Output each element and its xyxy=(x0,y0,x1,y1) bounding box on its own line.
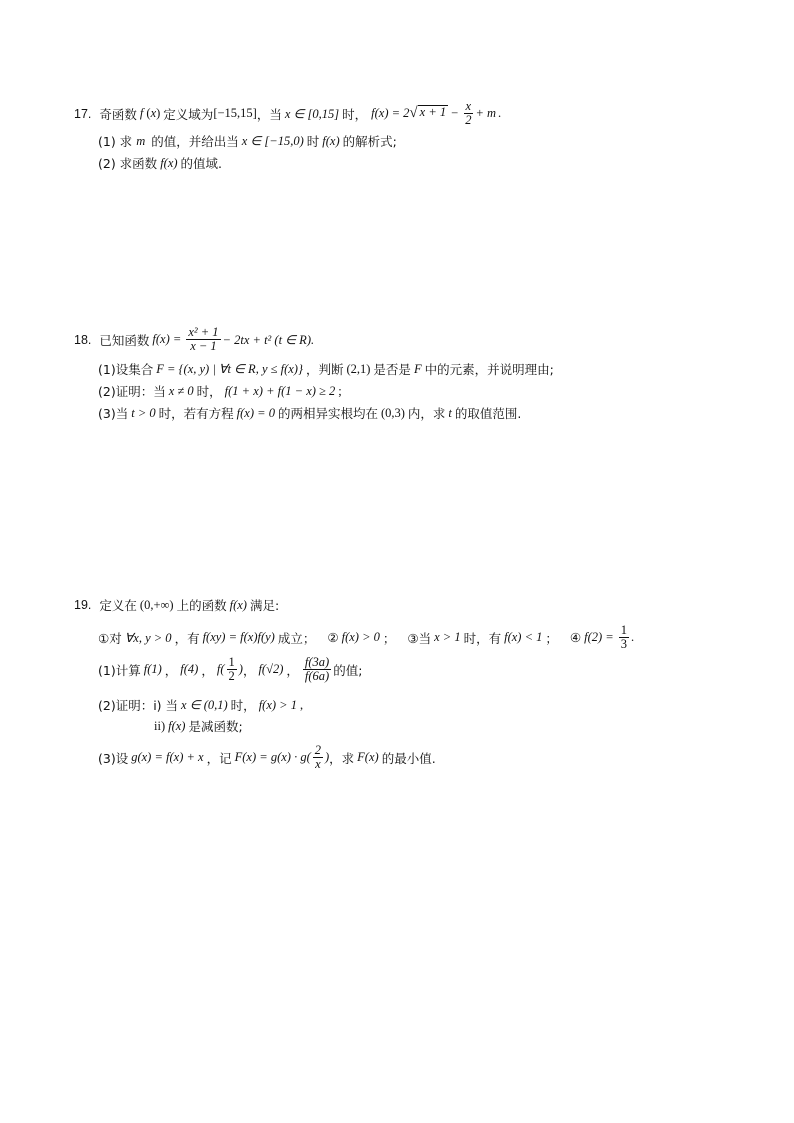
fraction: $\frac{1}{3}$ xyxy=(620,623,627,652)
problem-number: 17. xyxy=(74,106,92,121)
fraction: $\frac{f(3a)}{f(6a)}$ xyxy=(304,655,330,684)
problem-19-q2-ii: ii) f(x) 是减函数; xyxy=(154,718,243,734)
problem-19-q3: (3)设 g(x) = f(x) + x ，记 F(x) = g(x) · g( $\frac{2}{x}$ ) ，求 F(x) 的最小值. xyxy=(98,743,436,772)
problem-18-q3: (3)当 t > 0 时，若有方程 f(x) = 0 的两相异实根均在 (0,3) 内，求 t 的取值范围. xyxy=(98,405,522,421)
problem-19-stem: 19. 定义在 (0,+∞) 上的函数 f(x) 满足: xyxy=(74,597,280,613)
fraction: $\frac{x}{2}$ xyxy=(465,99,472,128)
problem-number: 19. xyxy=(74,598,92,612)
problem-19-q1: (1)计算 f(1) ， f(4) ， f( $\frac{1}{2}$ ) ， f(√2) ， $\frac{f(3a)}{f(6a)}$ 的值; xyxy=(98,655,363,684)
problem-19-q2: (2)证明：i) 当 x ∈ (0,1) 时， f(x) > 1 , xyxy=(98,697,304,713)
fraction: $\frac{2}{x}$ xyxy=(314,743,321,772)
fraction: $\frac{\text{x² + 1}}{x - 1}$ xyxy=(188,325,219,354)
problem-17-q2: (2) 求函数 f(x) 的值域. xyxy=(98,155,223,171)
problem-17-q1: (1) 求 m 的值，并给出当 x ∈ [−15,0) 时 f(x) 的解析式; xyxy=(98,133,397,149)
problem-number: 18. xyxy=(74,332,92,347)
problem-17-stem: 17. 奇函数 f ( x ) 定义域为 [−15,15] ，当 x ∈ [0,15] 时， f(x) = 2 √ x + 1 − $\frac{x}{2}$ + m . xyxy=(74,99,502,128)
problem-18-q2: (2)证明：当 x ≠ 0 时， f(1 + x) + f(1 − x) ≥ 2 ; xyxy=(98,383,342,399)
problem-19-conditions: ①对 ∀x, y > 0 ，有 f(xy) = f(x)f(y) 成立； ② f(x) > 0 ； ③当 x > 1 时，有 f(x) < 1 ； ④ f(2) = $\frac{1}{3}$ . xyxy=(98,623,635,652)
fraction: $\frac{1}{2}$ xyxy=(228,655,235,684)
problem-18-q1: (1)设集合 F = {(x, y) | ∀t ∈ R, y ≤ f(x)} ，判断 (2,1) 是否是 F 中的元素，并说明理由; xyxy=(98,361,554,377)
problem-18-stem: 18. 已知函数 f(x) = $\frac{\text{x² + 1}}{x - 1}$ − 2tx + t² (t ∈ R). xyxy=(74,325,315,354)
sqrt-expression: √ x + 1 xyxy=(409,105,447,122)
